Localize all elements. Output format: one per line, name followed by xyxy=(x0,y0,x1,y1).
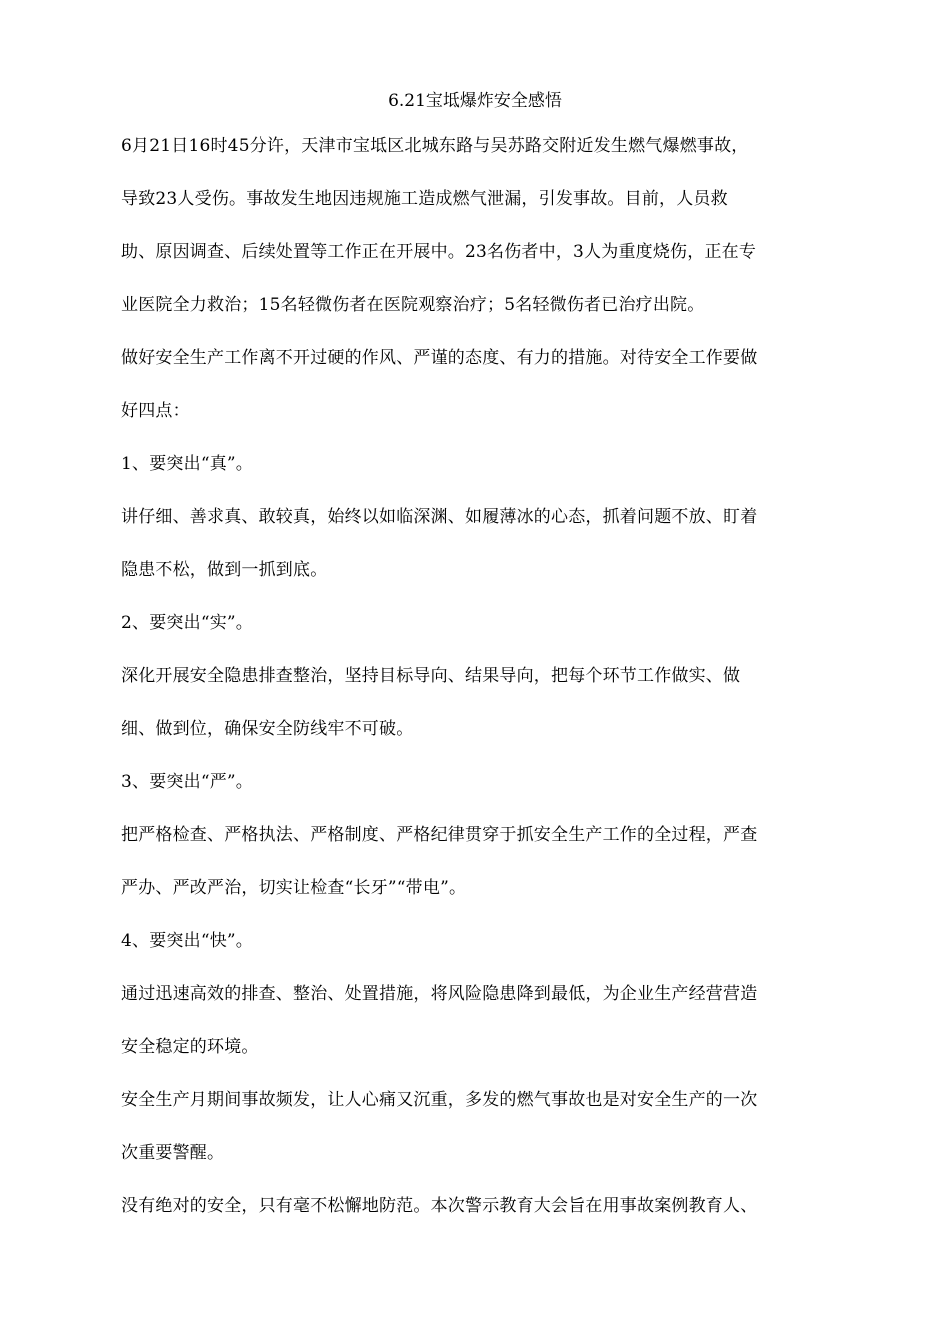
paragraph-line: 助、原因调查、后续处置等工作正在开展中。23名伤者中，3人为重度烧伤，正在专 xyxy=(121,242,757,262)
paragraph-line: 6月21日16时45分许，天津市宝坻区北城东路与吴苏路交附近发生燃气爆燃事故， xyxy=(121,136,749,156)
paragraph-line: 严办、严改严治，切实让检查“长牙”“带电”。 xyxy=(121,878,467,898)
paragraph-line: 好四点： xyxy=(121,401,190,421)
paragraph-line: 次重要警醒。 xyxy=(121,1143,225,1163)
section-heading: 1、要突出“真”。 xyxy=(121,454,253,474)
paragraph-line: 讲仔细、善求真、敢较真，始终以如临深渊、如履薄冰的心态，抓着问题不放、盯着 xyxy=(121,507,758,527)
paragraph-line: 通过迅速高效的排查、整治、处置措施，将风险隐患降到最低，为企业生产经营营造 xyxy=(121,984,758,1004)
paragraph-line: 导致23人受伤。事故发生地因违规施工造成燃气泄漏，引发事故。目前，人员救 xyxy=(121,189,728,209)
paragraph-line: 隐患不松，做到一抓到底。 xyxy=(121,560,328,580)
paragraph-line: 安全生产月期间事故频发，让人心痛又沉重，多发的燃气事故也是对安全生产的一次 xyxy=(121,1090,758,1110)
section-heading: 3、要突出“严”。 xyxy=(121,772,253,792)
paragraph-line: 做好安全生产工作离不开过硬的作风、严谨的态度、有力的措施。对待安全工作要做 xyxy=(121,348,758,368)
paragraph-line: 把严格检查、严格执法、严格制度、严格纪律贯穿于抓安全生产工作的全过程，严查 xyxy=(121,825,758,845)
paragraph-line: 没有绝对的安全，只有毫不松懈地防范。本次警示教育大会旨在用事故案例教育人、 xyxy=(121,1196,758,1216)
document-body xyxy=(121,133,841,1246)
section-heading: 4、要突出“快”。 xyxy=(121,931,253,951)
paragraph-line: 细、做到位，确保安全防线牢不可破。 xyxy=(121,719,414,739)
document-title: 6.21宝坻爆炸安全感悟 xyxy=(388,91,562,111)
paragraph-line: 安全稳定的环境。 xyxy=(121,1037,259,1057)
paragraph-line: 业医院全力救治；15名轻微伤者在医院观察治疗；5名轻微伤者已治疗出院。 xyxy=(121,295,705,315)
paragraph-line: 深化开展安全隐患排查整治，坚持目标导向、结果导向，把每个环节工作做实、做 xyxy=(121,666,741,686)
section-heading: 2、要突出“实”。 xyxy=(121,613,253,633)
